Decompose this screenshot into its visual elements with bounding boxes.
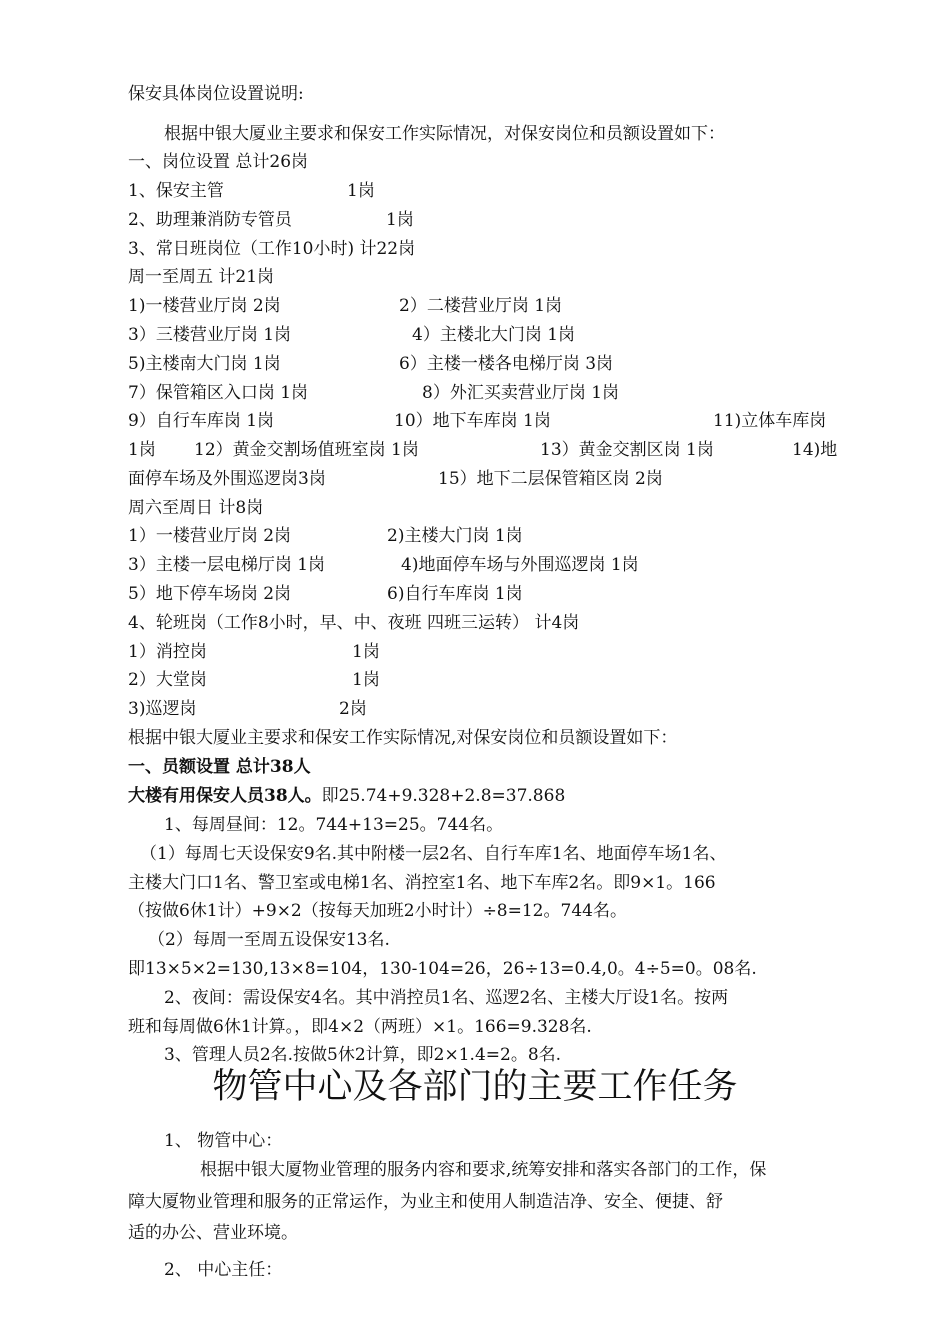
section-heading-large: 物管中心及各部门的主要工作任务 — [212, 1067, 738, 1107]
weekday-post: 9）自行车库岗 1岗 — [128, 411, 275, 431]
post-item-1: 1、保安主管 — [128, 181, 224, 201]
daytime-para-1: （1）每周七天设保安9名.其中附楼一层2名、自行车库1名、地面停车场1名、 — [140, 844, 727, 864]
weekday-post: 12）黄金交割场值班室岗 1岗 — [194, 440, 419, 460]
weekday-post: 5)主楼南大门岗 1岗 — [128, 354, 281, 374]
weekday-post: 2）二楼营业厅岗 1岗 — [399, 296, 563, 316]
shift-post: 2）大堂岗 — [128, 670, 207, 690]
daytime-para-1: 主楼大门口1名、警卫室或电梯1名、消控室1名、地下车库2名。即9×1。166 — [128, 873, 716, 893]
staff-total-bold: 大楼有用保安人员38人。 — [128, 786, 322, 806]
section-title-staff: 一、员额设置 总计38人 — [128, 757, 311, 777]
weekday-post: 4）主楼北大门岗 1岗 — [412, 325, 576, 345]
center-para: 适的办公、营业环境。 — [128, 1223, 298, 1243]
weekend-post: 4)地面停车场与外围巡逻岗 1岗 — [401, 555, 639, 575]
weekday-post: 8）外汇买卖营业厅岗 1岗 — [422, 383, 620, 403]
shift-post-count: 2岗 — [339, 699, 367, 719]
weekday-post: 10）地下车库岗 1岗 — [394, 411, 551, 431]
weekday-title: 周一至周五 计21岗 — [128, 267, 275, 287]
weekend-post: 5）地下停车场岗 2岗 — [128, 584, 292, 604]
post-item-3: 3、常日班岗位（工作10小时) 计22岗 — [128, 239, 416, 259]
daytime-para-1: （按做6休1计）+9×2（按每天加班2小时计）÷8=12。744名。 — [128, 901, 627, 921]
director-title: 2、 中心主任： — [164, 1260, 283, 1280]
weekend-post: 3）主楼一层电梯厅岗 1岗 — [128, 555, 326, 575]
shift-post: 3)巡逻岗 — [128, 699, 197, 719]
daytime-para-2: （2）每周一至周五设保安13名. — [148, 930, 390, 950]
intro-text: 根据中银大厦业主要求和保安工作实际情况，对保安岗位和员额设置如下： — [164, 124, 725, 144]
post-item-4: 4、轮班岗（工作8小时，早、中、夜班 四班三运转） 计4岗 — [128, 613, 580, 633]
weekday-post: 1)一楼营业厅岗 2岗 — [128, 296, 281, 316]
weekend-title: 周六至周日 计8岗 — [128, 498, 264, 518]
center-title: 1、 物管中心： — [164, 1131, 283, 1151]
post-item-1-count: 1岗 — [347, 181, 375, 201]
daytime-para-2-calc: 即13×5×2=130,13×8=104，130-104=26，26÷13=0.4,0。4÷5=0。08名. — [128, 959, 757, 979]
daytime-para: 1、每周昼间：12。744+13=25。744名。 — [164, 815, 504, 835]
manager-para: 3、管理人员2名.按做5休2计算，即2×1.4=2。8名. — [164, 1045, 562, 1065]
weekday-post: 7）保管箱区入口岗 1岗 — [128, 383, 309, 403]
doc-heading: 保安具体岗位设置说明: — [128, 84, 304, 104]
center-para: 障大厦物业管理和服务的正常运作，为业主和使用人制造洁净、安全、便捷、舒 — [128, 1192, 723, 1212]
weekday-post: 11)立体车库岗 — [713, 411, 827, 431]
section-title-posts: 一、岗位设置 总计26岗 — [128, 152, 309, 172]
staff-total-calc: 即25.74+9.328+2.8=37.868 — [321, 786, 566, 806]
shift-post-count: 1岗 — [352, 642, 380, 662]
weekday-post: 面停车场及外围巡逻岗3岗 — [128, 469, 326, 489]
shift-post: 1）消控岗 — [128, 642, 207, 662]
night-para: 班和每周做6休1计算。，即4×2（两班）×1。166=9.328名. — [128, 1017, 592, 1037]
staff-total — [128, 784, 565, 808]
weekday-post: 15）地下二层保管箱区岗 2岗 — [438, 469, 663, 489]
intro-text-2: 根据中银大厦业主要求和保安工作实际情况,对保安岗位和员额设置如下： — [128, 728, 678, 748]
center-para: 根据中银大厦物业管理的服务内容和要求,统筹安排和落实各部门的工作，保 — [200, 1160, 767, 1180]
weekday-post: 14)地 — [792, 440, 838, 460]
weekday-post: 1岗 — [128, 440, 156, 460]
weekday-post: 3）三楼营业厅岗 1岗 — [128, 325, 292, 345]
post-item-2-count: 1岗 — [386, 210, 414, 230]
post-item-2: 2、助理兼消防专管员 — [128, 210, 292, 230]
weekday-post: 6）主楼一楼各电梯厅岗 3岗 — [399, 354, 614, 374]
weekend-post: 1）一楼营业厅岗 2岗 — [128, 526, 292, 546]
shift-post-count: 1岗 — [352, 670, 380, 690]
weekend-post: 2)主楼大门岗 1岗 — [387, 526, 523, 546]
night-para: 2、夜间：需设保安4名。其中消控员1名、巡逻2名、主楼大厅设1名。按两 — [164, 988, 729, 1008]
weekend-post: 6)自行车库岗 1岗 — [387, 584, 523, 604]
weekday-post: 13）黄金交割区岗 1岗 — [540, 440, 714, 460]
